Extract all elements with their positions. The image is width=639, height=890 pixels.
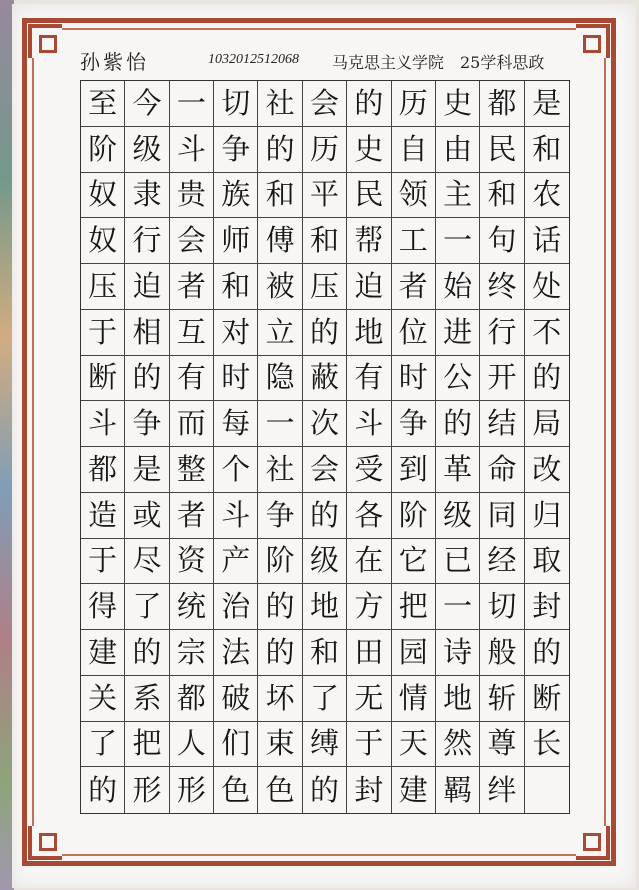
grid-cell: 是 (525, 81, 569, 127)
grid-cell: 或 (125, 493, 169, 539)
grid-cell: 时 (392, 356, 436, 402)
grid-cell: 和 (303, 630, 347, 676)
school-name: 马克思主义学院 (332, 53, 445, 72)
grid-cell: 平 (303, 173, 347, 219)
grid-cell: 园 (392, 630, 436, 676)
calligraphy-grid (80, 80, 570, 814)
grid-cell: 争 (258, 493, 302, 539)
grid-cell: 的 (125, 630, 169, 676)
student-id: 1032012512068 (208, 52, 299, 67)
grid-cell: 命 (480, 447, 524, 493)
grid-cell: 法 (214, 630, 258, 676)
header-line (80, 42, 580, 76)
grid-cell: 和 (525, 127, 569, 173)
grid-cell: 主 (436, 173, 480, 219)
grid-cell: 人 (170, 722, 214, 768)
grid-cell (525, 767, 569, 813)
grid-cell: 会 (303, 81, 347, 127)
grid-cell: 于 (347, 722, 391, 768)
grid-cell: 斩 (480, 676, 524, 722)
grid-cell: 情 (392, 676, 436, 722)
grid-cell: 都 (170, 676, 214, 722)
grid-cell: 级 (303, 539, 347, 585)
grid-cell: 改 (525, 447, 569, 493)
grid-cell: 有 (347, 356, 391, 402)
grid-cell: 诗 (436, 630, 480, 676)
grid-cell: 束 (258, 722, 302, 768)
grid-cell: 时 (214, 356, 258, 402)
grid-cell: 和 (214, 264, 258, 310)
grid-cell: 地 (436, 676, 480, 722)
grid-cell: 方 (347, 584, 391, 630)
grid-cell: 羁 (436, 767, 480, 813)
grid-cell: 奴 (81, 218, 125, 264)
grid-cell: 公 (436, 356, 480, 402)
grid-cell: 被 (258, 264, 302, 310)
grid-cell: 斗 (347, 401, 391, 447)
grid-cell: 的 (125, 356, 169, 402)
grid-cell: 农 (525, 173, 569, 219)
grid-cell: 史 (436, 81, 480, 127)
grid-cell: 傅 (258, 218, 302, 264)
grid-cell: 互 (170, 310, 214, 356)
grid-cell: 地 (347, 310, 391, 356)
grid-cell: 取 (525, 539, 569, 585)
grid-cell: 处 (525, 264, 569, 310)
grid-cell: 的 (436, 401, 480, 447)
grid-cell: 尊 (480, 722, 524, 768)
grid-cell: 由 (436, 127, 480, 173)
grid-cell: 把 (125, 722, 169, 768)
grid-cell: 不 (525, 310, 569, 356)
grid-cell: 田 (347, 630, 391, 676)
grid-cell: 工 (392, 218, 436, 264)
grid-cell: 各 (347, 493, 391, 539)
grid-cell: 斗 (81, 401, 125, 447)
grid-cell: 到 (392, 447, 436, 493)
grid-cell: 的 (258, 584, 302, 630)
grid-cell: 一 (436, 584, 480, 630)
grid-cell: 绊 (480, 767, 524, 813)
class-name: 25学科思政 (460, 53, 545, 72)
grid-cell: 于 (81, 310, 125, 356)
grid-cell: 级 (436, 493, 480, 539)
grid-cell: 有 (170, 356, 214, 402)
grid-cell: 今 (125, 81, 169, 127)
grid-cell: 位 (392, 310, 436, 356)
grid-cell: 蔽 (303, 356, 347, 402)
grid-cell: 始 (436, 264, 480, 310)
grid-cell: 隐 (258, 356, 302, 402)
grid-cell: 争 (125, 401, 169, 447)
corner-ornament-top-right (576, 24, 610, 58)
grid-cell: 革 (436, 447, 480, 493)
grid-cell: 的 (258, 630, 302, 676)
grid-cell: 迫 (347, 264, 391, 310)
grid-cell: 色 (258, 767, 302, 813)
grid-cell: 资 (170, 539, 214, 585)
grid-cell: 地 (303, 584, 347, 630)
grid-cell: 整 (170, 447, 214, 493)
grid-cell: 归 (525, 493, 569, 539)
grid-cell: 断 (81, 356, 125, 402)
grid-cell: 对 (214, 310, 258, 356)
grid-cell: 和 (480, 173, 524, 219)
grid-cell: 然 (436, 722, 480, 768)
grid-cell: 和 (258, 173, 302, 219)
grid-cell: 会 (303, 447, 347, 493)
grid-cell: 的 (303, 310, 347, 356)
grid-cell: 社 (258, 81, 302, 127)
grid-cell: 建 (81, 630, 125, 676)
grid-cell: 争 (214, 127, 258, 173)
grid-cell: 和 (303, 218, 347, 264)
grid-cell: 于 (81, 539, 125, 585)
grid-cell: 了 (303, 676, 347, 722)
grid-cell: 者 (170, 493, 214, 539)
grid-cell: 者 (170, 264, 214, 310)
grid-cell: 斗 (170, 127, 214, 173)
grid-cell: 至 (81, 81, 125, 127)
grid-cell: 造 (81, 493, 125, 539)
grid-cell: 建 (392, 767, 436, 813)
grid-cell: 形 (170, 767, 214, 813)
grid-cell: 奴 (81, 173, 125, 219)
grid-cell: 坏 (258, 676, 302, 722)
grid-cell: 一 (436, 218, 480, 264)
grid-cell: 进 (436, 310, 480, 356)
grid-cell: 民 (480, 127, 524, 173)
grid-cell: 斗 (214, 493, 258, 539)
grid-cell: 都 (480, 81, 524, 127)
grid-cell: 个 (214, 447, 258, 493)
grid-cell: 句 (480, 218, 524, 264)
grid-cell: 次 (303, 401, 347, 447)
grid-cell: 系 (125, 676, 169, 722)
grid-cell: 的 (525, 356, 569, 402)
grid-cell: 争 (392, 401, 436, 447)
grid-cell: 统 (170, 584, 214, 630)
grid-cell: 者 (392, 264, 436, 310)
grid-cell: 在 (347, 539, 391, 585)
grid-cell: 行 (125, 218, 169, 264)
grid-cell: 般 (480, 630, 524, 676)
grid-cell: 级 (125, 127, 169, 173)
grid-cell: 的 (81, 767, 125, 813)
grid-cell: 封 (347, 767, 391, 813)
corner-ornament-bottom-right (576, 826, 610, 860)
grid-cell: 的 (525, 630, 569, 676)
corner-ornament-top-left (28, 24, 62, 58)
grid-cell: 领 (392, 173, 436, 219)
grid-cell: 自 (392, 127, 436, 173)
grid-cell: 是 (125, 447, 169, 493)
grid-cell: 切 (214, 81, 258, 127)
grid-cell: 立 (258, 310, 302, 356)
grid-cell: 师 (214, 218, 258, 264)
grid-cell: 每 (214, 401, 258, 447)
grid-cell: 封 (525, 584, 569, 630)
grid-cell: 经 (480, 539, 524, 585)
grid-cell: 断 (525, 676, 569, 722)
grid-cell: 已 (436, 539, 480, 585)
grid-cell: 长 (525, 722, 569, 768)
grid-cell: 形 (125, 767, 169, 813)
grid-cell: 历 (303, 127, 347, 173)
grid-cell: 宗 (170, 630, 214, 676)
grid-cell: 破 (214, 676, 258, 722)
grid-cell: 阶 (392, 493, 436, 539)
grid-cell: 色 (214, 767, 258, 813)
grid-cell: 结 (480, 401, 524, 447)
grid-cell: 的 (303, 767, 347, 813)
grid-cell: 治 (214, 584, 258, 630)
grid-cell: 它 (392, 539, 436, 585)
grid-cell: 开 (480, 356, 524, 402)
grid-cell: 终 (480, 264, 524, 310)
grid-cell: 了 (125, 584, 169, 630)
grid-cell: 史 (347, 127, 391, 173)
grid-cell: 迫 (125, 264, 169, 310)
grid-cell: 隶 (125, 173, 169, 219)
grid-cell: 相 (125, 310, 169, 356)
grid-cell: 同 (480, 493, 524, 539)
grid-cell: 一 (170, 81, 214, 127)
grid-cell: 的 (258, 127, 302, 173)
grid-cell: 天 (392, 722, 436, 768)
grid-cell: 会 (170, 218, 214, 264)
grid-cell: 得 (81, 584, 125, 630)
grid-cell: 了 (81, 722, 125, 768)
grid-cell: 把 (392, 584, 436, 630)
grid-cell: 贵 (170, 173, 214, 219)
student-name: 孙紫怡 (80, 50, 149, 74)
grid-cell: 切 (480, 584, 524, 630)
grid-cell: 阶 (81, 127, 125, 173)
grid-cell: 压 (81, 264, 125, 310)
grid-cell: 的 (303, 493, 347, 539)
grid-cell: 社 (258, 447, 302, 493)
grid-cell: 尽 (125, 539, 169, 585)
grid-cell: 关 (81, 676, 125, 722)
grid-cell: 族 (214, 173, 258, 219)
grid-cell: 无 (347, 676, 391, 722)
grid-cell: 民 (347, 173, 391, 219)
grid-cell: 们 (214, 722, 258, 768)
grid-cell: 局 (525, 401, 569, 447)
grid-cell: 都 (81, 447, 125, 493)
grid-cell: 行 (480, 310, 524, 356)
grid-cell: 一 (258, 401, 302, 447)
grid-cell: 压 (303, 264, 347, 310)
grid-cell: 话 (525, 218, 569, 264)
grid-cell: 帮 (347, 218, 391, 264)
corner-ornament-bottom-left (28, 826, 62, 860)
grid-cell: 的 (347, 81, 391, 127)
grid-cell: 缚 (303, 722, 347, 768)
grid-cell: 而 (170, 401, 214, 447)
grid-cell: 历 (392, 81, 436, 127)
grid-cell: 产 (214, 539, 258, 585)
grid-cell: 受 (347, 447, 391, 493)
grid-cell: 阶 (258, 539, 302, 585)
